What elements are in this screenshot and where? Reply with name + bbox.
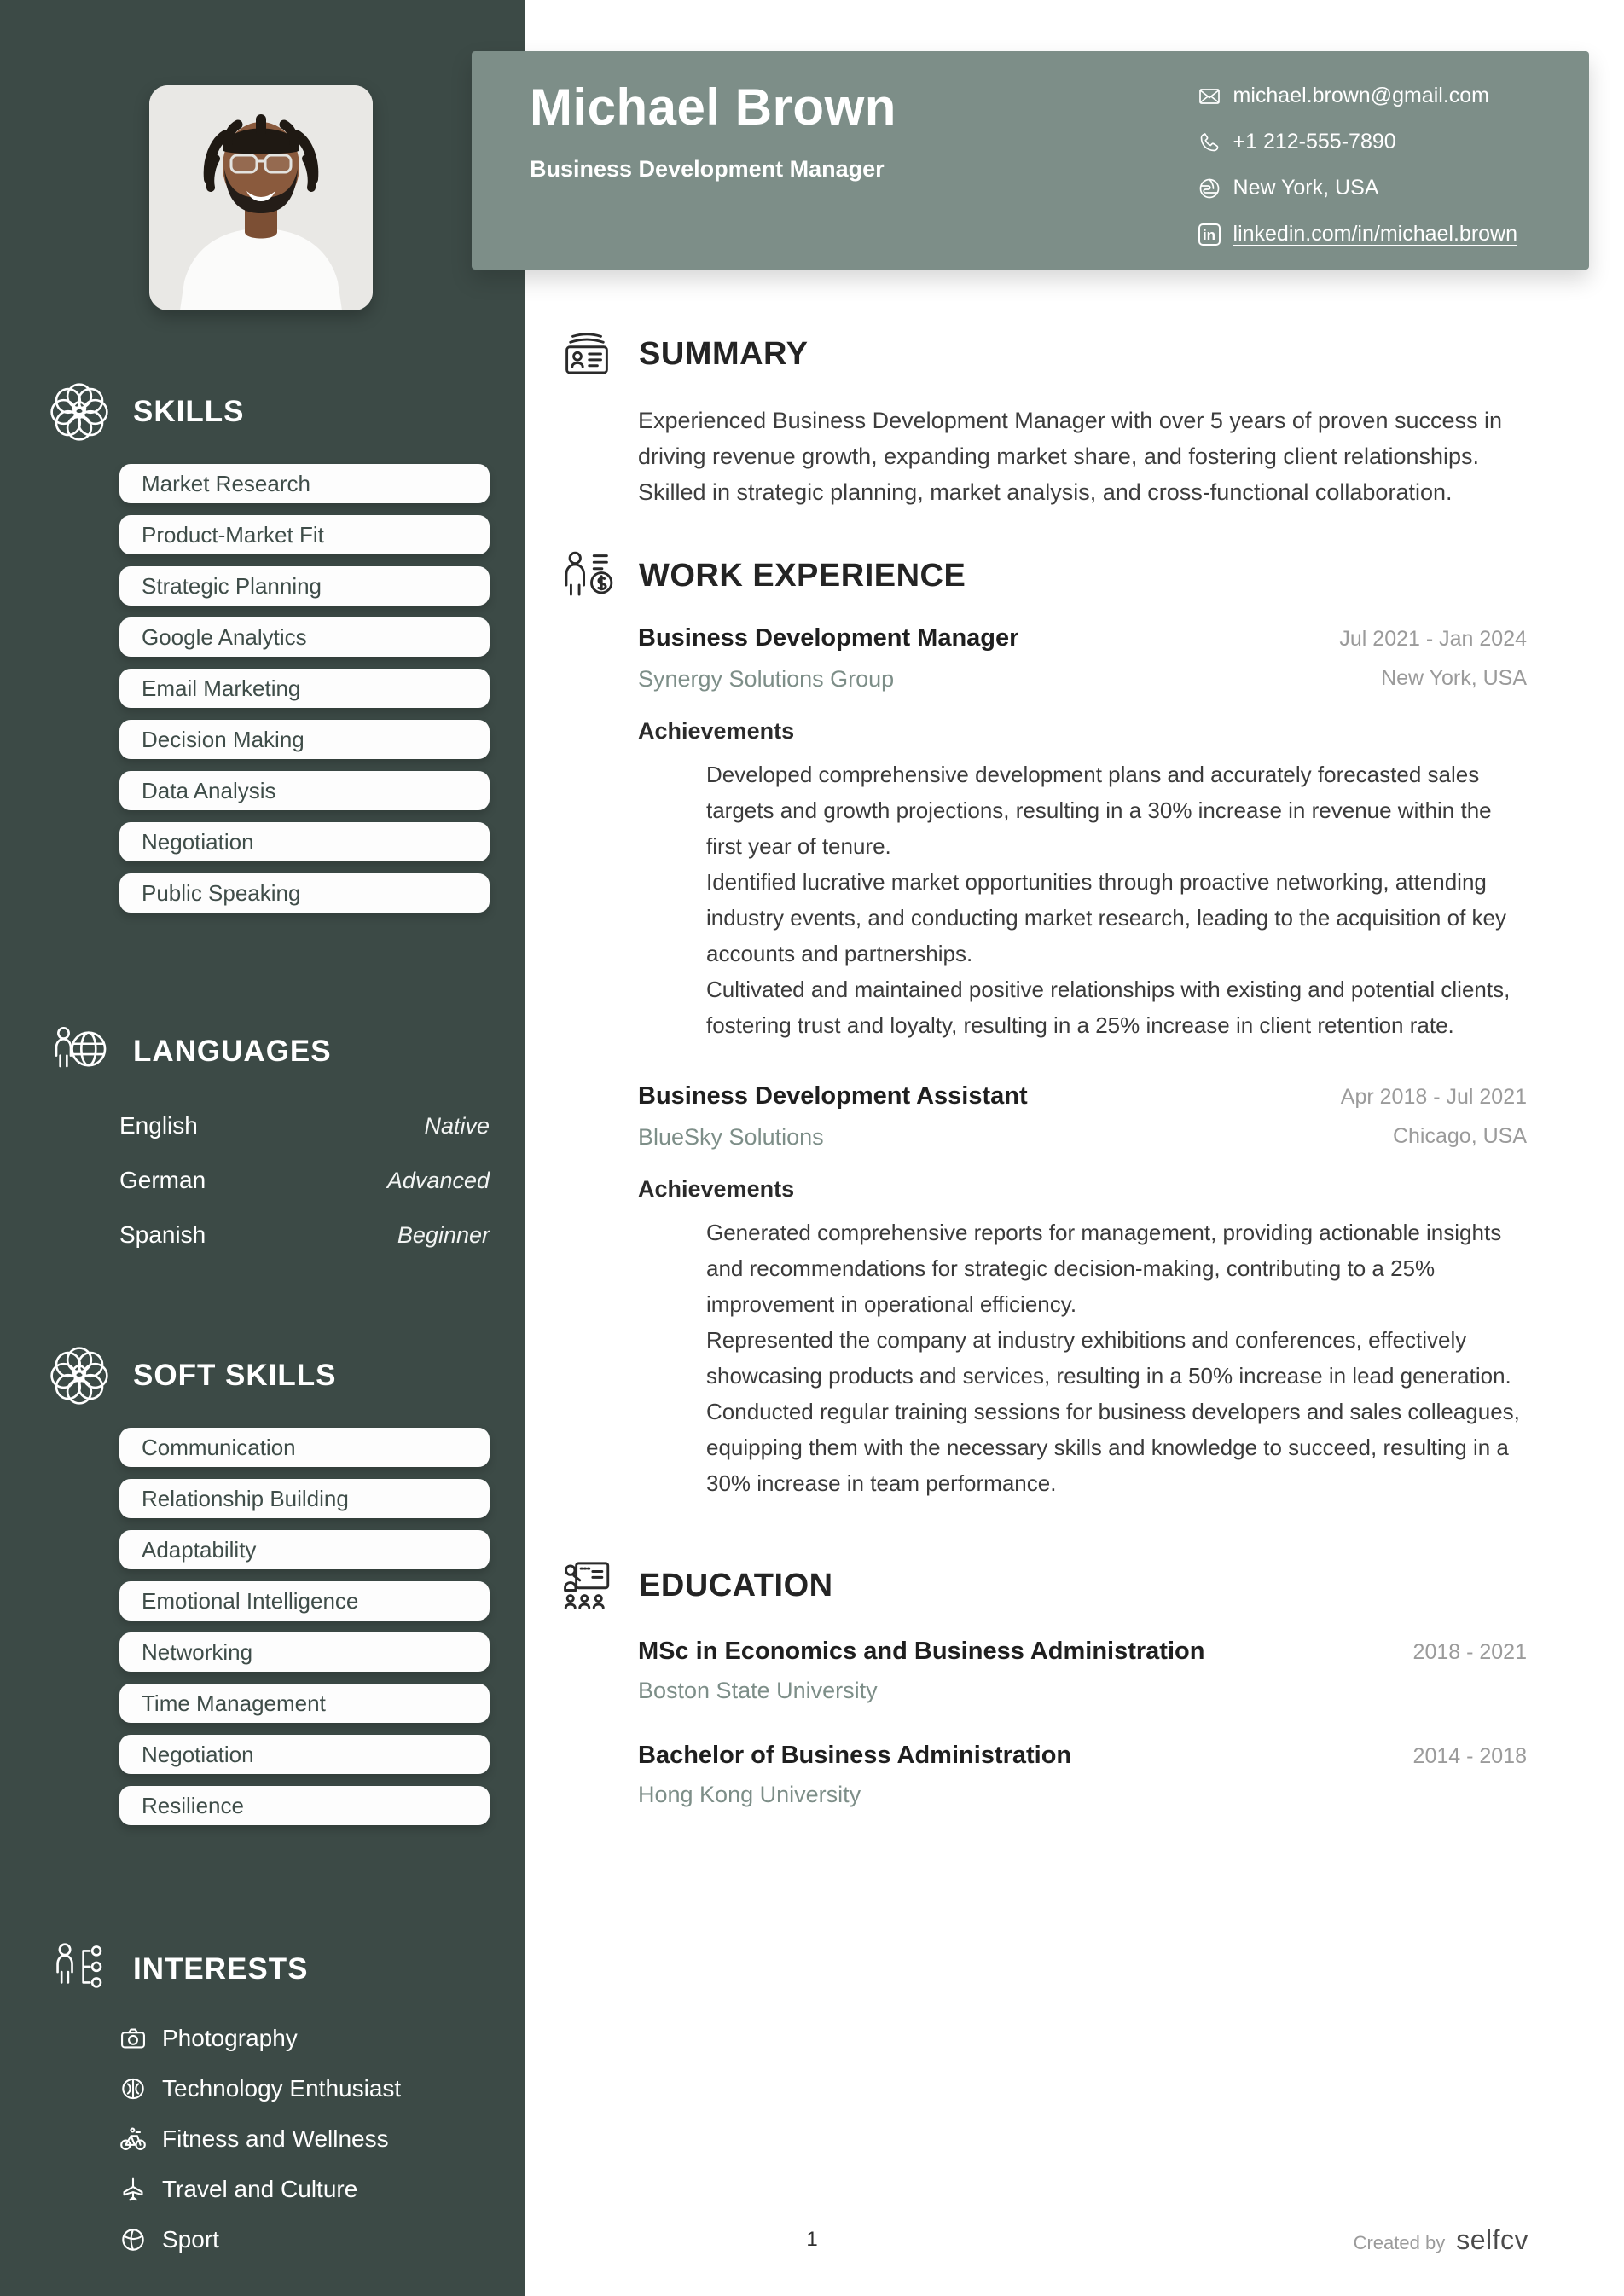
language-row xyxy=(119,1112,490,1139)
interests-section xyxy=(0,1938,525,2253)
main-content xyxy=(559,326,1527,1808)
soft-skills-list xyxy=(119,1428,490,1825)
achievements-list xyxy=(638,757,1527,1043)
linkedin-link[interactable]: linkedin.com/in/michael.brown xyxy=(1232,222,1517,246)
achievement-item: Cultivated and maintained positive relationships with existing and potential clients, fostering trust and loyalty, resulting in a 25% increase in client retention rate. xyxy=(706,977,1511,1038)
interest-item xyxy=(119,2125,490,2153)
job-location: New York, USA xyxy=(1381,666,1527,690)
language-name: English xyxy=(119,1112,198,1139)
footer-credit xyxy=(1354,2224,1528,2256)
sidebar xyxy=(0,0,525,2296)
work-experience-section xyxy=(559,548,1527,1501)
job-role: Business Development Manager xyxy=(638,624,1019,652)
person-job-title: Business Development Manager xyxy=(530,156,884,182)
profile-photo-illustration xyxy=(149,85,373,310)
languages-title: LANGUAGES xyxy=(133,1035,332,1068)
language-level: Advanced xyxy=(386,1168,490,1193)
soft-skills-title: SOFT SKILLS xyxy=(133,1359,337,1392)
degree-dates: 2018 - 2021 xyxy=(1412,1640,1527,1664)
skill-chip: Market Research xyxy=(119,464,490,503)
job-company: Synergy Solutions Group xyxy=(638,666,895,692)
language-row xyxy=(119,1221,490,1249)
skills-title: SKILLS xyxy=(133,395,245,428)
phone-icon xyxy=(1198,130,1221,154)
education-section xyxy=(559,1557,1527,1808)
skills-section xyxy=(0,380,525,913)
job-location: Chicago, USA xyxy=(1392,1124,1527,1148)
language-level: Beginner xyxy=(397,1222,490,1248)
header-banner xyxy=(472,51,1589,270)
person-name: Michael Brown xyxy=(530,78,896,136)
soft-skill-chip: Resilience xyxy=(119,1786,490,1825)
achievements-label: Achievements xyxy=(638,1176,795,1202)
skill-chip: Data Analysis xyxy=(119,771,490,810)
plane-icon xyxy=(119,2176,147,2203)
interests-icon xyxy=(48,1938,111,2001)
skill-chip: Product-Market Fit xyxy=(119,515,490,554)
soft-skill-chip: Negotiation xyxy=(119,1735,490,1774)
contact-email xyxy=(1198,84,1517,108)
achievement-item: Generated comprehensive reports for management, providing actionable insights and recommendations for strategic decision-making, contributing to a 25% improvement in operational efficiency. xyxy=(706,1220,1502,1317)
education-icon xyxy=(559,1557,615,1614)
achievements-label: Achievements xyxy=(638,718,795,744)
summary-section xyxy=(559,326,1527,510)
degree-entry xyxy=(638,1742,1527,1808)
education-title: EDUCATION xyxy=(639,1567,833,1603)
achievement-item: Developed comprehensive development plans and accurately forecasted sales targets and growth projections, resulting in a 30% increase in revenue within the first year of tenure. xyxy=(706,762,1492,859)
soft-skill-chip: Emotional Intelligence xyxy=(119,1581,490,1621)
contact-location xyxy=(1198,176,1517,200)
skill-chip: Google Analytics xyxy=(119,617,490,657)
skills-icon xyxy=(48,380,111,444)
interest-label: Technology Enthusiast xyxy=(162,2075,402,2102)
degree-school: Boston State University xyxy=(638,1678,878,1703)
summary-text: Experienced Business Development Manager with over 5 years of proven success in driving revenue growth, expanding market share, and fostering client relationships. Skilled in strategic planning, market analysis, and cross-functional collaboration. xyxy=(638,408,1503,505)
achievement-item: Identified lucrative market opportunities through proactive networking, attending industry events, and conducting market research, leading to the acquisition of key accounts and partnerships. xyxy=(706,869,1506,966)
language-name: German xyxy=(119,1167,206,1193)
skill-chip: Public Speaking xyxy=(119,873,490,913)
linkedin-icon: in xyxy=(1198,223,1221,246)
contact-phone-text: +1 212-555-7890 xyxy=(1232,130,1396,154)
skill-chip: Decision Making xyxy=(119,720,490,759)
interests-title: INTERESTS xyxy=(133,1952,309,1986)
soft-skill-chip: Relationship Building xyxy=(119,1479,490,1518)
languages-list xyxy=(119,1112,490,1249)
language-row xyxy=(119,1167,490,1194)
achievement-item: Represented the company at industry exhibitions and conferences, effectively showcasing products and services, resulting in a 50% increase in lead generation. xyxy=(706,1327,1511,1389)
degree-name: MSc in Economics and Business Administration xyxy=(638,1638,1205,1665)
created-by-label: Created by xyxy=(1353,2232,1446,2253)
skill-chip: Strategic Planning xyxy=(119,566,490,606)
summary-icon xyxy=(559,326,615,382)
interest-item xyxy=(119,2176,490,2203)
bicycle-icon xyxy=(119,2125,147,2153)
camera-icon xyxy=(119,2025,147,2052)
degree-dates: 2014 - 2018 xyxy=(1412,1744,1527,1768)
degree-name: Bachelor of Business Administration xyxy=(638,1742,1072,1769)
summary-title: SUMMARY xyxy=(639,335,809,372)
soft-skills-icon xyxy=(48,1344,111,1407)
soft-skill-chip: Time Management xyxy=(119,1684,490,1723)
interest-label: Fitness and Wellness xyxy=(162,2125,389,2152)
language-name: Spanish xyxy=(119,1221,206,1248)
work-experience-title: WORK EXPERIENCE xyxy=(639,557,966,594)
job-entry xyxy=(638,1082,1527,1501)
selfcv-logo[interactable]: selfcv xyxy=(1456,2224,1528,2255)
achievements-list xyxy=(638,1215,1527,1501)
degree-school: Hong Kong University xyxy=(638,1782,861,1807)
job-dates: Jul 2021 - Jan 2024 xyxy=(1339,627,1527,651)
contact-phone xyxy=(1198,130,1517,154)
interest-label: Travel and Culture xyxy=(162,2176,358,2202)
job-entry xyxy=(638,624,1527,1043)
language-level: Native xyxy=(424,1113,490,1139)
soft-skill-chip: Communication xyxy=(119,1428,490,1467)
identity-block xyxy=(530,80,896,270)
degree-entry xyxy=(638,1638,1527,1704)
interest-label: Photography xyxy=(162,2025,298,2051)
contact-linkedin xyxy=(1198,222,1517,246)
job-company: BlueSky Solutions xyxy=(638,1124,824,1150)
soft-skill-chip: Adaptability xyxy=(119,1530,490,1569)
job-dates: Apr 2018 - Jul 2021 xyxy=(1340,1085,1527,1109)
achievement-item: Conducted regular training sessions for business developers and sales colleagues, equipping them with the necessary skills and knowledge to succeed, resulting in a 30% increase in team performance. xyxy=(706,1399,1520,1496)
interest-item xyxy=(119,2025,490,2052)
email-icon xyxy=(1198,84,1221,108)
globe-icon xyxy=(1198,177,1221,200)
skill-chip: Negotiation xyxy=(119,822,490,861)
languages-section xyxy=(0,1020,525,1249)
languages-icon xyxy=(48,1020,111,1083)
contact-list xyxy=(1198,80,1517,270)
brain-icon xyxy=(119,2075,147,2102)
contact-location-text: New York, USA xyxy=(1232,176,1379,200)
interests-list xyxy=(119,2025,490,2253)
skills-list xyxy=(119,464,490,913)
interest-item xyxy=(119,2075,490,2102)
page-number: 1 xyxy=(806,2228,818,2251)
work-experience-icon xyxy=(559,548,615,604)
soft-skill-chip: Networking xyxy=(119,1632,490,1672)
skill-chip: Email Marketing xyxy=(119,669,490,708)
profile-photo xyxy=(149,85,373,310)
job-role: Business Development Assistant xyxy=(638,1082,1028,1110)
soft-skills-section xyxy=(0,1344,525,1825)
contact-email-text: michael.brown@gmail.com xyxy=(1232,84,1489,107)
interest-label: Sport xyxy=(162,2226,219,2253)
